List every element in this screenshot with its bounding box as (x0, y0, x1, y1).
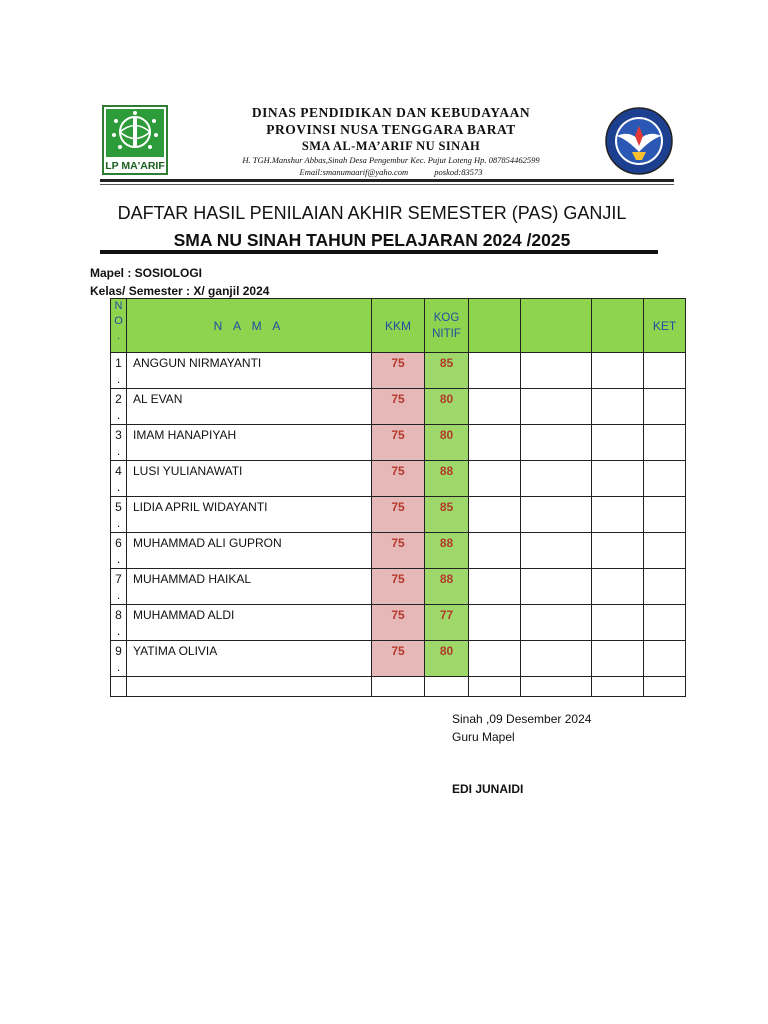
letterhead (96, 100, 674, 182)
logo-caption: LP MA'ARIF (105, 160, 165, 172)
ket-cell (644, 353, 686, 389)
school-address: H. TGH.Manshur Abbas,Sinah Desa Pengembur Kec. Pujut Loteng Hp. 087854462599 (242, 155, 540, 165)
row-number: 6 . (111, 533, 127, 569)
kognitif-score: 88 (425, 533, 469, 569)
title-line-2: SMA NU SINAH TAHUN PELAJARAN 2024 /2025 (173, 230, 571, 250)
subject-label: Mapel : SOSIOLOGI (90, 266, 203, 280)
grades-table (110, 298, 686, 697)
nu-emblem-icon (106, 109, 164, 155)
title-underline (100, 250, 658, 254)
ket-cell (644, 497, 686, 533)
row-number: 3 . (111, 425, 127, 461)
table-row-empty (111, 677, 686, 697)
ket-cell (644, 641, 686, 677)
kognitif-score: 80 (425, 641, 469, 677)
student-name: AL EVAN (127, 389, 372, 425)
student-name: IMAM HANAPIYAH (127, 425, 372, 461)
header-nama: N A M A (127, 299, 372, 353)
letterhead-text (196, 104, 586, 178)
table-row (111, 605, 686, 641)
kkm-value: 75 (372, 497, 425, 533)
ket-cell (644, 533, 686, 569)
table-row (111, 641, 686, 677)
agency-name: DINAS PENDIDIKAN DAN KEBUDAYAAN (251, 105, 531, 120)
table-row (111, 533, 686, 569)
letterhead-rule-thick (100, 179, 674, 182)
kkm-value: 75 (372, 569, 425, 605)
table-row (111, 389, 686, 425)
student-name: MUHAMMAD ALDI (127, 605, 372, 641)
kognitif-score: 88 (425, 461, 469, 497)
student-name: YATIMA OLIVIA (127, 641, 372, 677)
kognitif-score: 88 (425, 569, 469, 605)
kkm-value: 75 (372, 533, 425, 569)
school-contact (196, 166, 586, 178)
row-number: 5 . (111, 497, 127, 533)
kognitif-score: 85 (425, 353, 469, 389)
header-blank-1 (469, 299, 521, 353)
school-name: SMA AL-MA’ARIF NU SINAH (301, 139, 481, 153)
row-number: 4 . (111, 461, 127, 497)
letterhead-rule-thin (100, 184, 674, 185)
ket-cell (644, 425, 686, 461)
ket-cell (644, 461, 686, 497)
kkm-value: 75 (372, 425, 425, 461)
table-header-row (111, 299, 686, 353)
row-number: 7 . (111, 569, 127, 605)
tut-wuri-handayani-logo-icon (604, 106, 674, 176)
header-blank-3 (592, 299, 644, 353)
ket-cell (644, 569, 686, 605)
kognitif-score: 77 (425, 605, 469, 641)
student-name: LUSI YULIANAWATI (127, 461, 372, 497)
row-number: 8 . (111, 605, 127, 641)
table-row (111, 461, 686, 497)
student-name: MUHAMMAD ALI GUPRON (127, 533, 372, 569)
kognitif-score: 80 (425, 389, 469, 425)
class-semester-label: Kelas/ Semester : X/ ganjil 2024 (90, 284, 270, 298)
province-name: PROVINSI NUSA TENGGARA BARAT (266, 122, 516, 137)
title-line-1: DAFTAR HASIL PENILAIAN AKHIR SEMESTER (PAS) GANJIL (117, 203, 627, 223)
header-ket: KET (644, 299, 686, 353)
place-date: Sinah ,09 Desember 2024 (452, 712, 592, 726)
school-email: Email:smanumaarif@yaho.com (299, 167, 409, 177)
ket-cell (644, 389, 686, 425)
header-kognitif: KOG NITIF (425, 299, 469, 353)
ket-cell (644, 605, 686, 641)
signer-role: Guru Mapel (452, 730, 515, 744)
student-name: LIDIA APRIL WIDAYANTI (127, 497, 372, 533)
kkm-value: 75 (372, 389, 425, 425)
lp-maarif-logo (102, 105, 168, 175)
kkm-value: 75 (372, 641, 425, 677)
kkm-value: 75 (372, 353, 425, 389)
row-number: 9 . (111, 641, 127, 677)
table-row (111, 425, 686, 461)
row-number: 1 . (111, 353, 127, 389)
subject-info (90, 264, 269, 300)
student-name: ANGGUN NIRMAYANTI (127, 353, 372, 389)
document-title (100, 200, 644, 254)
signature-block (452, 710, 591, 798)
header-kkm: KKM (372, 299, 425, 353)
signer-name: EDI JUNAIDI (452, 782, 524, 796)
table-row (111, 497, 686, 533)
row-number: 2 . (111, 389, 127, 425)
table-row (111, 353, 686, 389)
school-postal-code: poskod:83573 (434, 167, 483, 177)
kognitif-score: 85 (425, 497, 469, 533)
header-blank-2 (521, 299, 592, 353)
table-row (111, 569, 686, 605)
header-no: N O . (111, 299, 127, 353)
kkm-value: 75 (372, 605, 425, 641)
kkm-value: 75 (372, 461, 425, 497)
student-name: MUHAMMAD HAIKAL (127, 569, 372, 605)
kognitif-score: 80 (425, 425, 469, 461)
